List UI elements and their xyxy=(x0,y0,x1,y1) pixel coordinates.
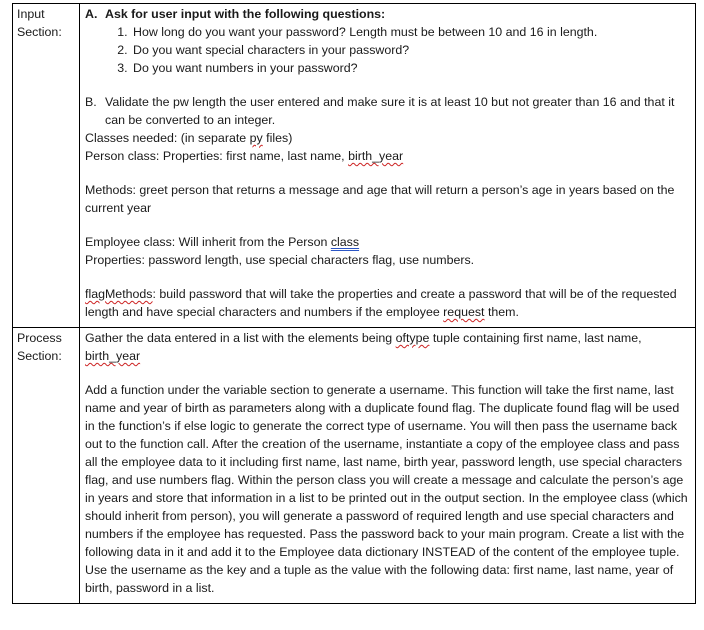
process-section-label xyxy=(13,328,80,604)
employee-properties: Properties: password length, use special characters flag, use numbers. xyxy=(85,253,475,267)
label-line: Section: xyxy=(17,25,62,39)
label-line: Section: xyxy=(17,349,62,363)
flag-methods-text: flagMethods: build password that will take the properties and create a password that will be of the requested length and have special characters and numbers if the employee request them. xyxy=(85,287,677,319)
section-a-heading xyxy=(85,5,689,23)
spell-flag: oftype xyxy=(395,331,430,345)
grammar-flag: class xyxy=(330,235,360,249)
label-line: Process xyxy=(17,331,62,345)
question-item: 2. Do you want special characters in your password? xyxy=(131,41,689,59)
spell-flag: birth_year xyxy=(85,349,141,363)
heading-text: Ask for user input with the following questions: xyxy=(105,7,386,21)
requirements-table xyxy=(12,3,696,604)
question-item: 1. How long do you want your password? Length must be between 10 and 16 in length. xyxy=(131,23,689,41)
questions-list xyxy=(85,23,689,77)
question-item: 3. Do you want numbers in your password? xyxy=(131,59,689,77)
input-section-label xyxy=(13,4,80,328)
process-section-row xyxy=(13,328,696,604)
process-section-content xyxy=(80,328,696,604)
person-class-line: Person class: Properties: first name, last name, birth_year xyxy=(85,149,404,163)
spell-flag: flagMethods xyxy=(85,287,153,301)
spell-flag: birth_year xyxy=(348,149,404,163)
process-paragraph: Add a function under the variable section to generate a username. This function will take the first name, last name and year of birth as parameters along with a duplicate found flag. The duplicate found flag will be used in the function’s if else logic to generate the correct type of username. You will then pass the username back out to the function call. After the creation of the username, instantiate a copy of the employee class and pass all the employee data to it including first name, last name, birth year, password length, use special characters flag, and use numbers flag. Within the person class you will create a message and calculate the person’s age in years and store that information in a list to be printed out in the output section. In the employee class (which should inherit from person), you will generate a password of required length and use special characters and numbers if the employee has requested. Pass the password back to your main program. Create a list with the following data in it and add it to the Employee data dictionary INSTEAD of the content of the employee tuple. Use the username as the key and a tuple as the value with the following data: first name, last name, year of birth, password in a list. xyxy=(85,383,688,595)
gather-text: Gather the data entered in a list with the elements being oftype tuple containing first name, last name, birth_year xyxy=(85,331,642,363)
spell-flag: py xyxy=(249,131,263,145)
input-section-row xyxy=(13,4,696,328)
input-section-content xyxy=(80,4,696,328)
employee-class-line: Employee class: Will inherit from the Person class xyxy=(85,235,360,249)
list-marker: B. xyxy=(85,95,97,109)
validation-text: Validate the pw length the user entered and make sure it is at least 10 but not greater than 16 and that it can be converted to an integer. xyxy=(105,95,675,127)
methods-text: Methods: greet person that returns a message and age that will return a person’s age in years based on the current year xyxy=(85,183,675,215)
spell-flag: request xyxy=(443,305,485,319)
list-marker: A. xyxy=(85,7,98,21)
section-b xyxy=(85,93,689,129)
classes-line: Classes needed: (in separate py files) xyxy=(85,131,293,145)
label-line: Input xyxy=(17,7,45,21)
